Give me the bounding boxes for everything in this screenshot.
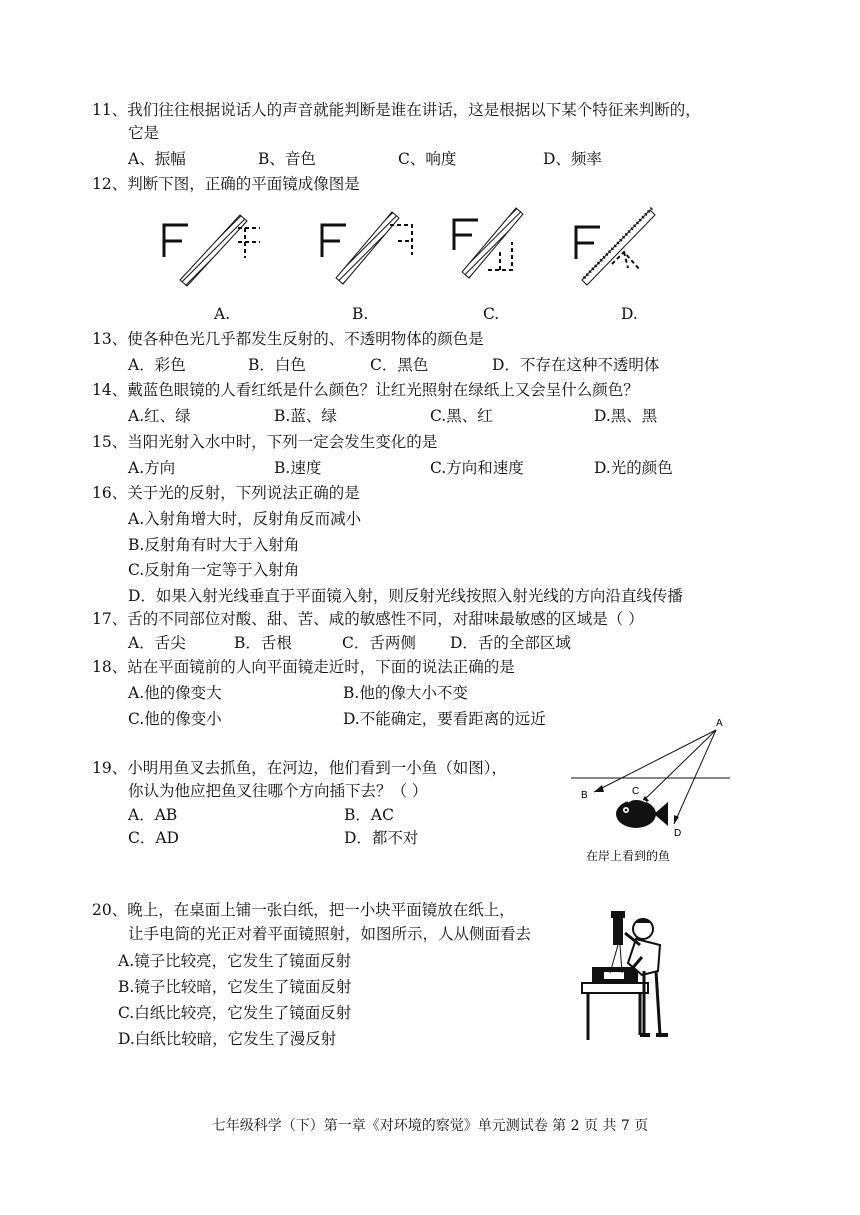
q16-option-b: B.反射角有时大于入射角: [128, 536, 300, 554]
q13-stem: 13、使各种色光几乎都发生反射的、不透明物体的颜色是: [92, 330, 484, 348]
q17-stem: 17、舌的不同部位对酸、甜、苦、咸的敏感性不同，对甜味最敏感的区域是（ ）: [92, 610, 644, 628]
q12-mirror-figures: [150, 200, 690, 295]
q16-option-c: C.反射角一定等于入射角: [128, 561, 300, 579]
q11-option-c: C、响度: [398, 150, 457, 168]
q19-label-c: C: [632, 786, 640, 797]
page-footer: 七年级科学（下）第一章《对环境的察觉》单元测试卷 第 2 页 共 7 页: [211, 1118, 649, 1134]
q13-option-d: D．不存在这种不透明体: [492, 356, 660, 374]
q12-label-a: A.: [214, 305, 231, 323]
q11-stem-line2: 它是: [128, 124, 160, 142]
q20-option-a: A.镜子比较亮，它发生了镜面反射: [118, 952, 352, 970]
fish-image: [616, 799, 668, 828]
q19-fish-diagram: [566, 712, 736, 872]
q18-option-c: C.他的像变小: [128, 710, 222, 728]
q19-stem-line1: 19、小明用鱼叉去抓鱼，在河边，他们看到一小鱼（如图），: [92, 759, 507, 777]
q16-stem: 16、关于光的反射，下列说法正确的是: [92, 484, 360, 502]
q19-option-c: C．AD: [128, 829, 179, 847]
q14-option-b: B.蓝、绿: [274, 407, 337, 425]
q13-option-a: A．彩色: [128, 356, 186, 374]
q17-option-a: A．舌尖: [128, 634, 186, 652]
q19-label-b: B: [581, 790, 588, 801]
q17-option-b: B．舌根: [234, 634, 292, 652]
q16-option-d: D．如果入射光线垂直于平面镜入射，则反射光线按照入射光线的方向沿直线传播: [128, 587, 683, 605]
q12-label-c: C.: [483, 305, 500, 323]
q15-option-d: D.光的颜色: [594, 459, 673, 477]
q11-option-a: A、振幅: [128, 150, 186, 168]
q14-stem: 14、戴蓝色眼镜的人看红纸是什么颜色？让红光照射在绿纸上又会呈什么颜色？: [92, 381, 639, 399]
q14-option-a: A.红、绿: [128, 407, 191, 425]
q19-option-b: B．AC: [344, 806, 394, 824]
q19-label-a: A: [716, 718, 723, 729]
q13-option-c: C．黑色: [370, 356, 429, 374]
q20-option-c: C.白纸比较亮，它发生了镜面反射: [118, 1004, 352, 1022]
q15-option-b: B.速度: [274, 459, 322, 477]
q19-stem-line2: 你认为他应把鱼叉往哪个方向插下去？（ ）: [128, 782, 428, 800]
q12-figure-a: [164, 215, 260, 286]
q16-option-a: A.入射角增大时，反射角反而减小: [128, 510, 362, 528]
q11-stem-line1: 11、我们往往根据说话人的声音就能判断是谁在讲话，这是根据以下某个特征来判断的，: [92, 101, 701, 119]
q19-option-a: A．AB: [128, 806, 178, 824]
q20-stem-line1: 20、晚上，在桌面上铺一张白纸，把一小块平面镜放在纸上，: [92, 901, 515, 919]
q20-flashlight-figure: [580, 905, 690, 1050]
q18-option-a: A.他的像变大: [128, 684, 222, 702]
q12-label-b: B.: [352, 305, 369, 323]
q18-option-b: B.他的像大小不变: [343, 684, 468, 702]
q12-figure-c: [454, 208, 523, 278]
q19-figure-caption: 在岸上看到的鱼: [586, 849, 671, 863]
q20-option-d: D.白纸比较暗，它发生了漫反射: [118, 1030, 337, 1048]
q12-figure-d: [576, 208, 655, 285]
q19-label-d: D: [674, 828, 682, 839]
q15-stem: 15、当阳光射入水中时，下列一定会发生变化的是: [92, 433, 438, 451]
q12-label-d: D.: [621, 305, 638, 323]
q15-option-a: A.方向: [128, 459, 176, 477]
q14-option-d: D.黑、黑: [594, 407, 658, 425]
q17-option-d: D．舌的全部区域: [450, 634, 571, 652]
q14-option-c: C.黑、红: [430, 407, 493, 425]
q11-option-d: D、频率: [543, 150, 602, 168]
q13-option-b: B．白色: [248, 356, 306, 374]
q15-option-c: C.方向和速度: [430, 459, 524, 477]
q18-stem: 18、站在平面镜前的人向平面镜走近时，下面的说法正确的是: [92, 658, 515, 676]
q19-option-d: D．都不对: [344, 829, 419, 847]
q17-option-c: C．舌两侧: [342, 634, 416, 652]
q11-option-b: B、音色: [258, 150, 316, 168]
q12-stem: 12、判断下图，正确的平面镜成像图是: [92, 175, 360, 193]
q18-option-d: D.不能确定，要看距离的远近: [343, 710, 546, 728]
q20-option-b: B.镜子比较暗，它发生了镜面反射: [118, 978, 352, 996]
q20-stem-line2: 让手电筒的光正对着平面镜照射，如图所示，人从侧面看去: [128, 925, 532, 943]
q12-figure-b: [322, 212, 412, 284]
